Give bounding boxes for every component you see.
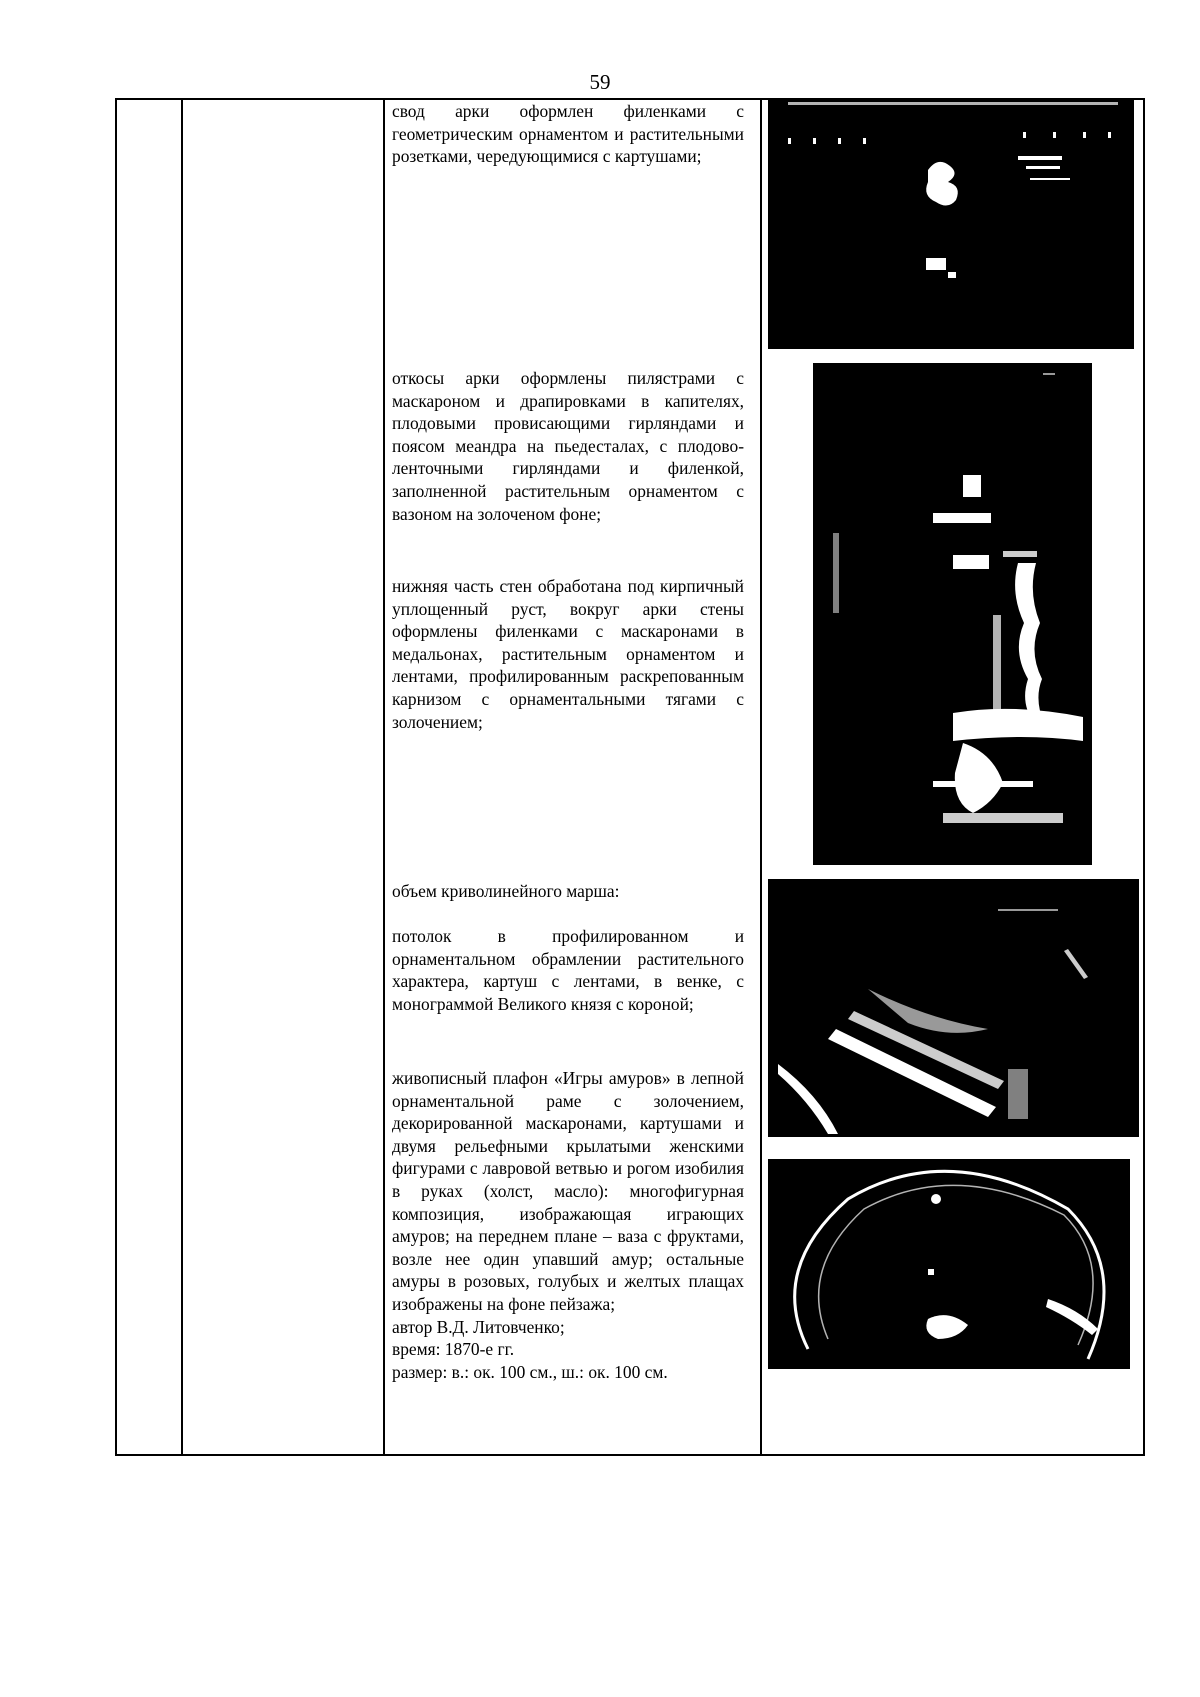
photo-ceiling-frame-image <box>768 879 1139 1137</box>
description-text: нижняя часть стен обработана под кирпичный уплощенный руст, вокруг арки стены оформлены филенками с маскаронами в медальонах, растительным орнаментом и лентами, профилированным раскрепованным карнизом с орнаментальными тягами с золочением; <box>392 576 744 732</box>
description-stair-volume <box>392 880 744 903</box>
column-divider-3 <box>760 100 762 1454</box>
description-text: свод арки оформлен филенками с геометрическим орнаментом и растительными розетками, чередующимися с картушами; <box>392 101 744 167</box>
photo-plafond-image <box>768 1159 1130 1369</box>
photo-plafond <box>768 1159 1130 1369</box>
description-text: живописный плафон «Игры амуров» в лепной орнаментальной раме с золочением, декорированной маскаронами, картушами и двумя рельефными крылатыми женскими фигурами с лавровой ветвью и рогом изобилия в руках (холст, масло): многофигурная композиция, изображающая играющих амуров; на переднем плане – ваза с фруктами, возле нее один упавший амур; остальные амуры в розовых, голубых и желтых плащах изображены на фоне пейзажа; <box>392 1068 744 1314</box>
description-text: потолок в профилированном и орнаментальном обрамлении растительного характера, картуш с лентами, в венке, с монограммой Великого князя с короной; <box>392 926 744 1014</box>
column-divider-2 <box>383 100 385 1454</box>
description-text: объем криволинейного марша: <box>392 881 620 901</box>
description-text: откосы арки оформлены пилястрами с маскароном и драпировками в капителях, плодовыми провисающими гирляндами и поясом меандра на пьедесталах, с плодово-ленточными гирляндами и филенкой, заполненной растительным орнаментом с вазоном на золоченом фоне; <box>392 368 744 524</box>
photo-ceiling-frame <box>768 879 1139 1137</box>
column-divider-1 <box>181 100 183 1454</box>
author-line: автор В.Д. Литовченко; <box>392 1316 565 1337</box>
photo-arch-vault-image <box>768 100 1134 349</box>
date-line: время: 1870-е гг. <box>392 1339 515 1360</box>
description-ceiling <box>392 925 744 1015</box>
photo-arch-vault <box>768 100 1134 349</box>
description-arch-slopes <box>392 367 744 525</box>
description-plafond <box>392 1067 744 1383</box>
photo-arch-pilaster <box>813 363 1092 865</box>
description-lower-walls <box>392 575 744 733</box>
page-number: 59 <box>589 70 611 94</box>
size-line: размер: в.: ок. 100 см., ш.: ок. 100 см. <box>392 1361 668 1382</box>
description-arch-vault <box>392 100 744 168</box>
photo-arch-pilaster-image <box>813 363 1092 865</box>
